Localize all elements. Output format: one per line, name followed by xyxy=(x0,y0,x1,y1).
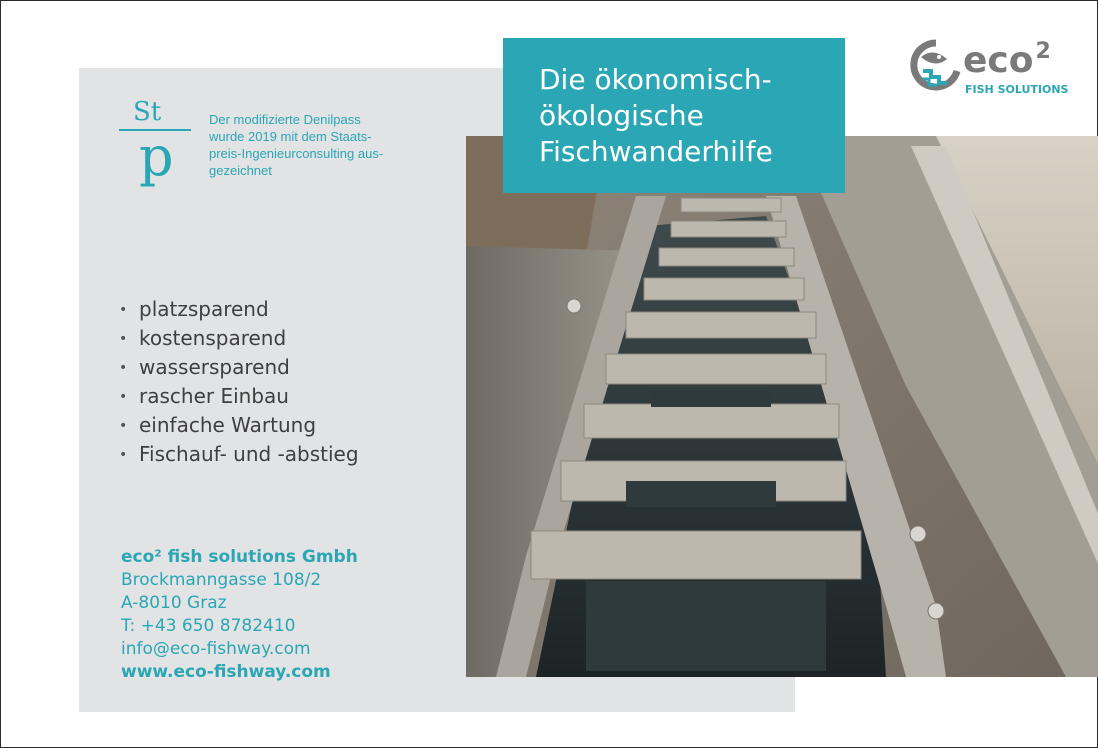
feature-item: • platzsparend xyxy=(119,295,359,324)
street-address: Brockmanngasse 108/2 xyxy=(121,570,322,590)
headline-line-2: ökologische xyxy=(539,99,704,132)
bullet-icon: • xyxy=(119,360,128,376)
award-line: preis-Ingenieurconsulting aus- xyxy=(209,146,384,161)
feature-item: • Fischauf- und -abstieg xyxy=(119,440,359,469)
headline-box xyxy=(503,38,845,193)
logo-wordmark: eco$^2$ xyxy=(963,39,1051,81)
logo-subtitle: FISH SOLUTIONS xyxy=(965,83,1069,96)
bullet-icon: • xyxy=(119,447,128,463)
phone-number: T: +43 650 8782410 xyxy=(121,616,296,636)
fish-pass-photo xyxy=(466,136,1098,677)
city-address: A-8010 Graz xyxy=(121,593,227,613)
feature-item: • einfache Wartung xyxy=(119,411,359,440)
award-line: wurde 2019 mit dem Staats- xyxy=(209,129,372,144)
award-line: Der modifizierte Denilpass xyxy=(209,112,361,127)
bullet-icon: • xyxy=(119,418,128,434)
staatspreis-seal xyxy=(117,97,197,197)
email-address: info@eco-fishway.com xyxy=(121,639,311,659)
bullet-icon: • xyxy=(119,302,128,318)
website-link: www.eco-fishway.com xyxy=(121,662,331,682)
feature-item: • kostensparend xyxy=(119,324,359,353)
feature-item: • wassersparend xyxy=(119,353,359,382)
fish-stairs-logo-icon xyxy=(903,37,969,93)
feature-list xyxy=(119,295,359,469)
seal-top-text: St xyxy=(133,97,162,127)
headline-line-3: Fischwanderhilfe xyxy=(539,135,773,168)
company-name: eco² fish solutions Gmbh xyxy=(121,547,358,567)
seal-bottom-text: p xyxy=(139,125,174,188)
headline-line-1: Die ökonomisch- xyxy=(539,63,772,96)
contact-block xyxy=(121,546,358,684)
feature-item: • rascher Einbau xyxy=(119,382,359,411)
bullet-icon: • xyxy=(119,389,128,405)
award-note xyxy=(209,111,449,179)
award-line: gezeichnet xyxy=(209,163,272,178)
eco2-logo xyxy=(903,37,1073,101)
bullet-icon: • xyxy=(119,331,128,347)
